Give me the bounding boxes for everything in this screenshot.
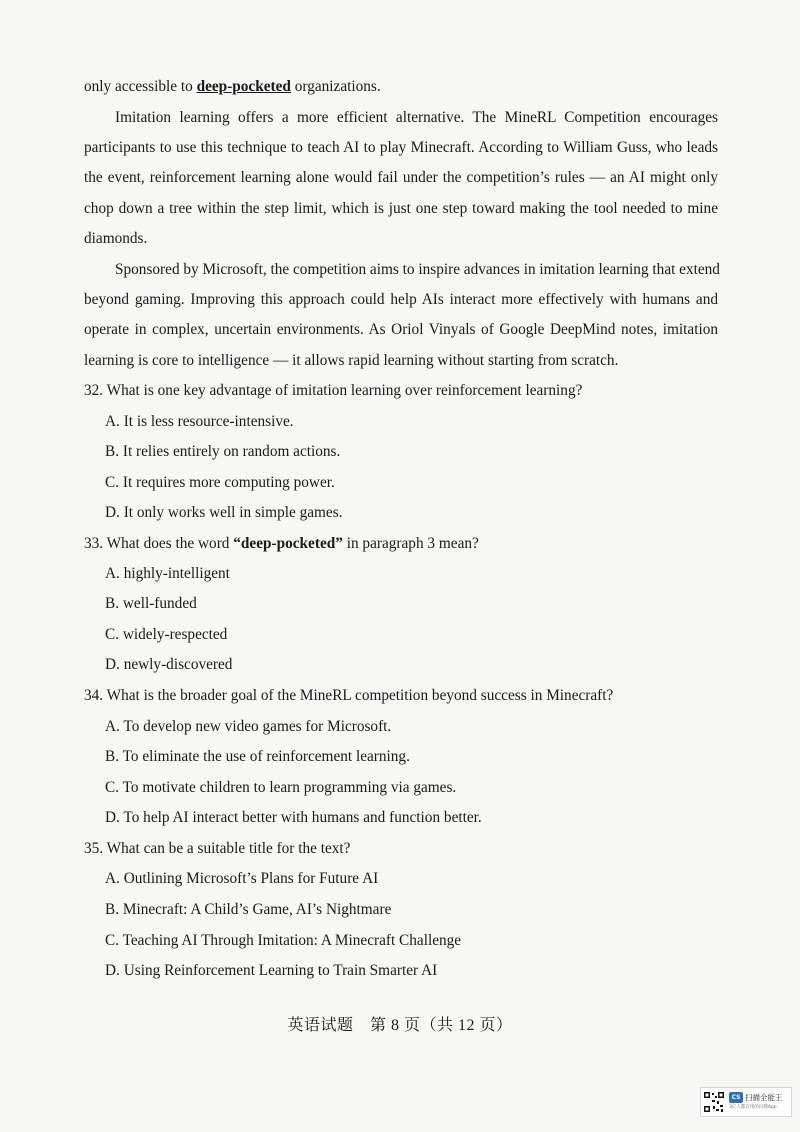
question-33-stem-before: 33. What does the word xyxy=(84,535,234,552)
paragraph-microsoft-line: beyond gaming. Improving this approach could help AIs interact more effectively with humans and xyxy=(84,291,718,308)
qr-code-icon xyxy=(703,1091,725,1113)
question-33-option-a[interactable]: A. highly-intelligent xyxy=(105,565,230,582)
question-33-stem-after: in paragraph 3 mean? xyxy=(342,535,479,552)
question-33-option-c[interactable]: C. widely-respected xyxy=(105,626,228,643)
paragraph-imitation-line: Imitation learning offers a more efficient alternative. The MineRL Competition encourages xyxy=(115,109,718,126)
camscanner-logo-icon xyxy=(729,1092,743,1103)
scanner-badge-title xyxy=(729,1092,783,1103)
question-33-option-d[interactable]: D. newly-discovered xyxy=(105,656,233,673)
question-32-option-d[interactable]: D. It only works well in simple games. xyxy=(105,504,343,521)
scanner-badge xyxy=(700,1087,792,1117)
scanner-badge-text xyxy=(729,1092,783,1112)
scanner-badge-subtitle: 3亿人都在用的扫描App xyxy=(729,1105,777,1110)
intro-tail-line xyxy=(84,77,718,97)
question-33-stem-keyword: “deep-pocketed” xyxy=(233,535,343,552)
deep-pocketed-keyword: deep-pocketed xyxy=(196,78,291,95)
question-35-option-d[interactable]: D. Using Reinforcement Learning to Train Smarter AI xyxy=(105,962,438,979)
paragraph-imitation-line: the event, reinforcement learning alone would fail under the competition’s rules — an AI might only xyxy=(84,169,718,186)
paragraph-microsoft-line: learning is core to intelligence — it allows rapid learning without starting from scratch. xyxy=(84,352,619,369)
question-35-stem: 35. What can be a suitable title for the text? xyxy=(84,840,351,857)
question-33-option-b[interactable]: B. well-funded xyxy=(105,595,197,612)
paragraph-imitation-line: chop down a tree within the step limit, which is just one step toward making the tool needed to mine xyxy=(84,200,718,217)
question-34-option-c[interactable]: C. To motivate children to learn programming via games. xyxy=(105,779,457,796)
question-34-option-a[interactable]: A. To develop new video games for Microsoft. xyxy=(105,718,392,735)
question-35-option-c[interactable]: C. Teaching AI Through Imitation: A Minecraft Challenge xyxy=(105,932,462,949)
question-34-option-b[interactable]: B. To eliminate the use of reinforcement learning. xyxy=(105,748,410,765)
intro-tail-after: organizations. xyxy=(290,78,381,95)
question-32-option-c[interactable]: C. It requires more computing power. xyxy=(105,474,335,491)
scanner-app-name: 扫描全能王 xyxy=(745,1093,783,1102)
question-35-option-a[interactable]: A. Outlining Microsoft’s Plans for Future AI xyxy=(105,870,379,887)
question-34-stem: 34. What is the broader goal of the MineRL competition beyond success in Minecraft? xyxy=(84,687,614,704)
question-32-option-b[interactable]: B. It relies entirely on random actions. xyxy=(105,443,341,460)
intro-tail-before: only accessible to xyxy=(84,78,197,95)
question-34-option-d[interactable]: D. To help AI interact better with humans and function better. xyxy=(105,809,482,826)
question-33-stem xyxy=(84,534,479,554)
paragraph-microsoft-line: Sponsored by Microsoft, the competition aims to inspire advances in imitation learning that extend xyxy=(115,261,720,278)
question-32-stem: 32. What is one key advantage of imitation learning over reinforcement learning? xyxy=(84,382,583,399)
page-footer: 英语试题 第 8 页（共 12 页） xyxy=(287,1017,513,1034)
question-35-option-b[interactable]: B. Minecraft: A Child’s Game, AI’s Nightmare xyxy=(105,901,392,918)
paragraph-microsoft-line: operate in complex, uncertain environments. As Oriol Vinyals of Google DeepMind notes, imitation xyxy=(84,321,718,338)
question-32-option-a[interactable]: A. It is less resource-intensive. xyxy=(105,413,294,430)
paragraph-imitation-line: participants to use this technique to teach AI to play Minecraft. According to William Guss, who leads xyxy=(84,139,718,156)
paragraph-imitation-line: diamonds. xyxy=(84,230,148,247)
camscanner-logo-text: CS xyxy=(731,1094,741,1101)
